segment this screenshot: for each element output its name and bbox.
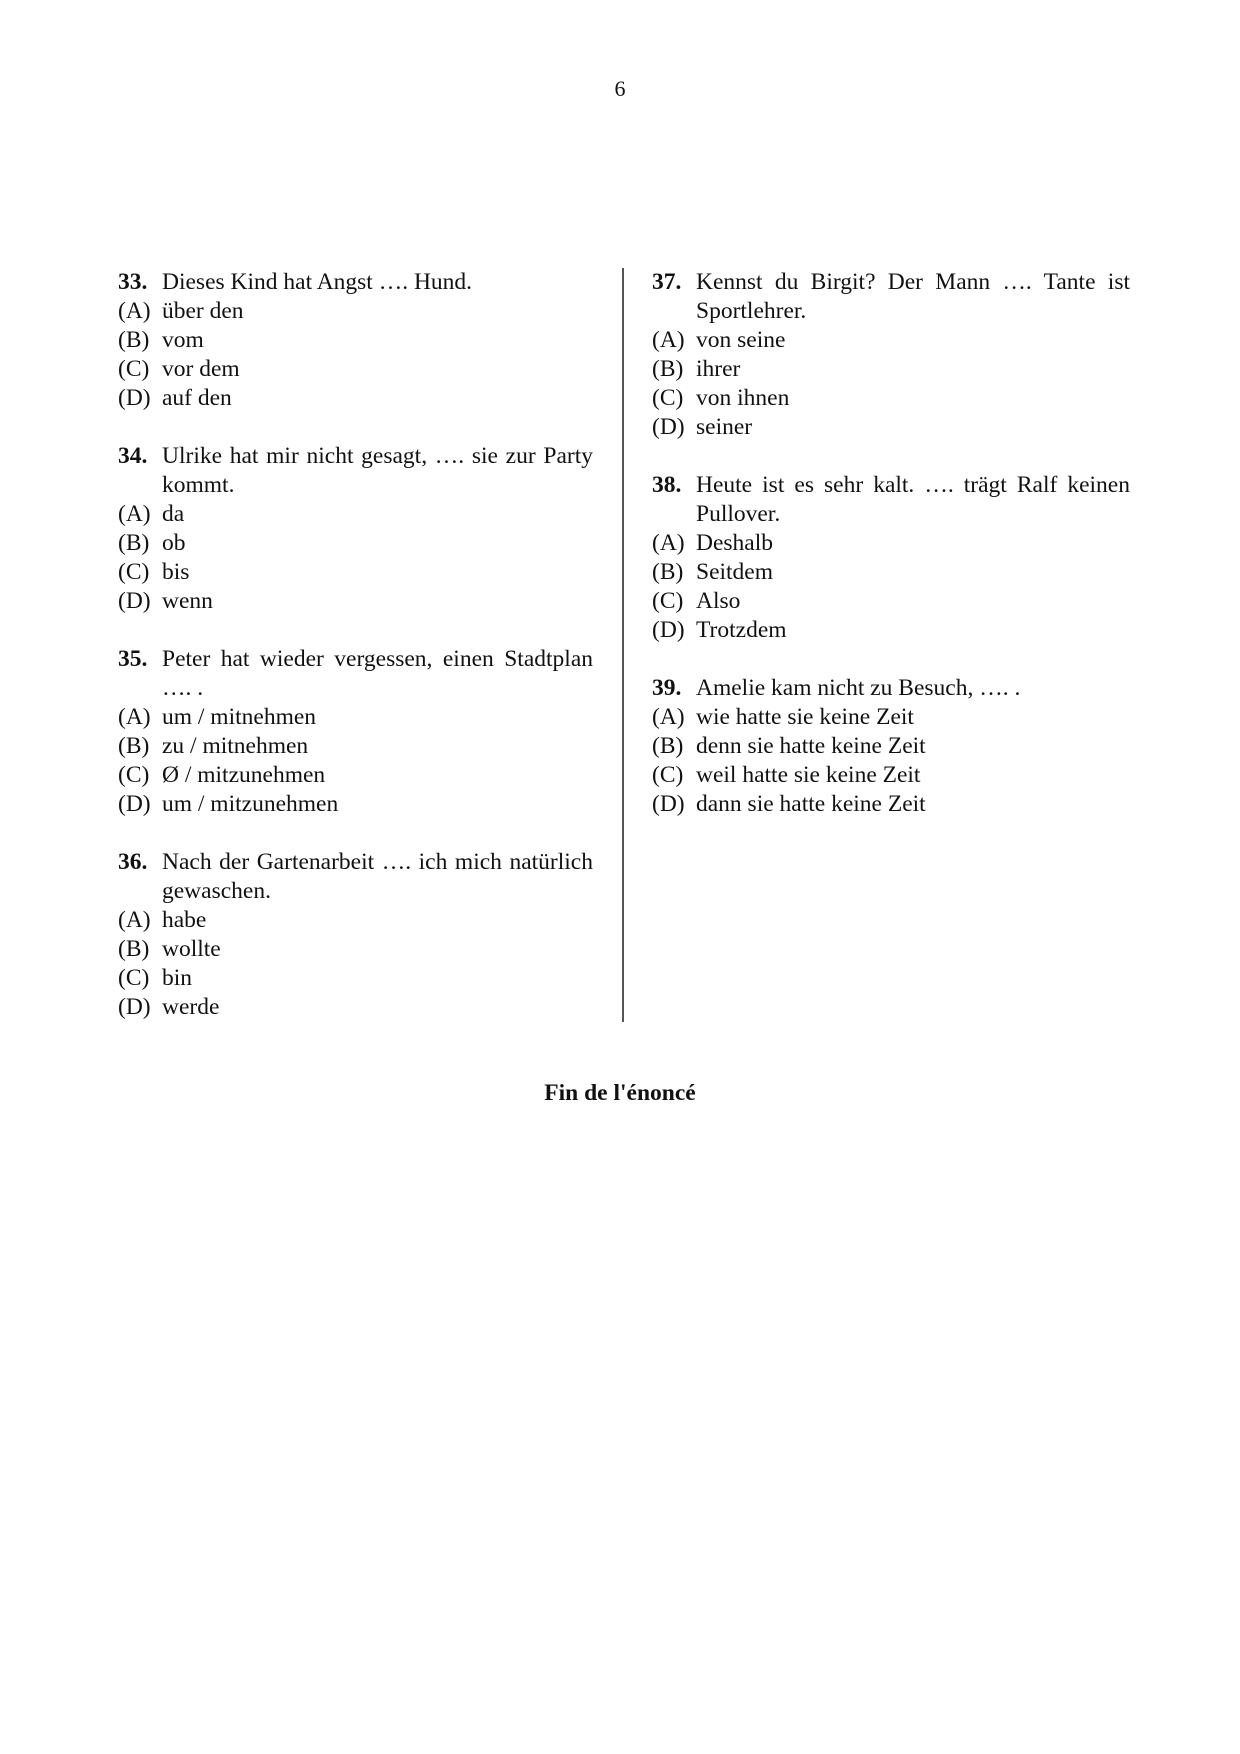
question-text: Kennst du Birgit? Der Mann …. Tante ist Sportlehrer. bbox=[696, 269, 1130, 324]
answer-option bbox=[652, 355, 1130, 384]
option-letter: (C) bbox=[118, 356, 150, 382]
answer-option bbox=[652, 587, 1130, 616]
question-text: Amelie kam nicht zu Besuch, …. . bbox=[696, 675, 1021, 701]
question-number: 36. bbox=[118, 849, 148, 875]
answer-option bbox=[118, 297, 593, 326]
option-text: um / mitzunehmen bbox=[162, 791, 339, 817]
question-stem bbox=[652, 674, 1130, 703]
question-block bbox=[652, 471, 1130, 645]
option-text: vom bbox=[162, 327, 204, 353]
option-letter: (D) bbox=[118, 385, 151, 411]
answer-option bbox=[118, 355, 593, 384]
option-letter: (B) bbox=[118, 936, 150, 962]
answer-option bbox=[652, 703, 1130, 732]
option-text: Seitdem bbox=[696, 559, 774, 585]
option-letter: (C) bbox=[118, 762, 150, 788]
question-stem bbox=[118, 645, 593, 703]
option-letter: (D) bbox=[118, 791, 151, 817]
option-text: denn sie hatte keine Zeit bbox=[696, 733, 926, 759]
option-text: zu / mitnehmen bbox=[162, 733, 309, 759]
option-text: von ihnen bbox=[696, 385, 790, 411]
answer-option bbox=[652, 732, 1130, 761]
question-stem bbox=[652, 268, 1130, 326]
answer-option bbox=[118, 761, 593, 790]
option-letter: (B) bbox=[118, 327, 150, 353]
end-note: Fin de l'énoncé bbox=[544, 1080, 696, 1106]
answer-option bbox=[118, 906, 593, 935]
answer-option bbox=[652, 616, 1130, 645]
page-number: 6 bbox=[614, 76, 626, 101]
option-text: da bbox=[162, 501, 185, 527]
question-number: 37. bbox=[652, 269, 682, 295]
option-text: Trotzdem bbox=[696, 617, 787, 643]
option-letter: (C) bbox=[118, 965, 150, 991]
answer-option bbox=[652, 384, 1130, 413]
option-text: bin bbox=[162, 965, 193, 991]
question-text: Nach der Gartenarbeit …. ich mich natürlich gewaschen. bbox=[162, 849, 593, 904]
answer-option bbox=[652, 790, 1130, 819]
answer-option bbox=[118, 964, 593, 993]
question-text: Peter hat wieder vergessen, einen Stadtplan …. . bbox=[162, 646, 593, 701]
option-text: habe bbox=[162, 907, 207, 933]
answer-option bbox=[118, 384, 593, 413]
option-text: Ø / mitzunehmen bbox=[162, 762, 326, 788]
question-text: Heute ist es sehr kalt. …. trägt Ralf keinen Pullover. bbox=[696, 472, 1130, 527]
option-letter: (C) bbox=[652, 588, 684, 614]
option-letter: (B) bbox=[652, 559, 684, 585]
answer-option bbox=[118, 935, 593, 964]
option-letter: (A) bbox=[652, 704, 685, 730]
option-text: um / mitnehmen bbox=[162, 704, 317, 730]
question-block bbox=[652, 268, 1130, 442]
question-number: 39. bbox=[652, 675, 682, 701]
option-text: dann sie hatte keine Zeit bbox=[696, 791, 926, 817]
answer-option bbox=[652, 529, 1130, 558]
option-text: Also bbox=[696, 588, 741, 614]
question-text: Ulrike hat mir nicht gesagt, …. sie zur Party kommt. bbox=[162, 443, 593, 498]
option-text: auf den bbox=[162, 385, 232, 411]
option-letter: (C) bbox=[652, 762, 684, 788]
question-stem bbox=[652, 471, 1130, 529]
answer-option bbox=[118, 500, 593, 529]
answer-option bbox=[118, 703, 593, 732]
option-text: werde bbox=[162, 994, 220, 1020]
column-divider bbox=[622, 268, 624, 1022]
answer-option bbox=[652, 413, 1130, 442]
answer-option bbox=[652, 558, 1130, 587]
question-block bbox=[118, 268, 593, 413]
question-number: 35. bbox=[118, 646, 148, 672]
question-stem bbox=[118, 848, 593, 906]
answer-option bbox=[118, 587, 593, 616]
option-letter: (A) bbox=[118, 298, 151, 324]
answer-option bbox=[118, 558, 593, 587]
left-column bbox=[118, 268, 593, 1051]
option-text: über den bbox=[162, 298, 244, 324]
option-text: weil hatte sie keine Zeit bbox=[696, 762, 921, 788]
option-letter: (D) bbox=[652, 414, 685, 440]
option-letter: (D) bbox=[652, 791, 685, 817]
option-text: Deshalb bbox=[696, 530, 774, 556]
question-block bbox=[118, 645, 593, 819]
option-letter: (B) bbox=[652, 733, 684, 759]
option-letter: (C) bbox=[652, 385, 684, 411]
option-text: wollte bbox=[162, 936, 221, 962]
option-letter: (B) bbox=[118, 733, 150, 759]
option-letter: (B) bbox=[118, 530, 150, 556]
question-stem bbox=[118, 268, 593, 297]
option-letter: (D) bbox=[652, 617, 685, 643]
option-text: wie hatte sie keine Zeit bbox=[696, 704, 914, 730]
option-letter: (A) bbox=[652, 327, 685, 353]
option-text: seiner bbox=[696, 414, 753, 440]
question-number: 34. bbox=[118, 443, 148, 469]
option-letter: (A) bbox=[118, 907, 151, 933]
answer-option bbox=[118, 993, 593, 1022]
answer-option bbox=[118, 529, 593, 558]
option-letter: (D) bbox=[118, 588, 151, 614]
question-block bbox=[118, 442, 593, 616]
option-text: ob bbox=[162, 530, 186, 556]
option-letter: (B) bbox=[652, 356, 684, 382]
option-letter: (C) bbox=[118, 559, 150, 585]
option-letter: (A) bbox=[118, 704, 151, 730]
question-text: Dieses Kind hat Angst …. Hund. bbox=[162, 269, 473, 295]
option-letter: (A) bbox=[652, 530, 685, 556]
answer-option bbox=[118, 732, 593, 761]
question-number: 33. bbox=[118, 269, 148, 295]
question-block bbox=[118, 848, 593, 1022]
question-block bbox=[652, 674, 1130, 819]
option-letter: (D) bbox=[118, 994, 151, 1020]
option-text: vor dem bbox=[162, 356, 240, 382]
option-text: von seine bbox=[696, 327, 786, 353]
question-number: 38. bbox=[652, 472, 682, 498]
option-text: bis bbox=[162, 559, 190, 585]
answer-option bbox=[652, 326, 1130, 355]
option-text: ihrer bbox=[696, 356, 741, 382]
answer-option bbox=[118, 790, 593, 819]
option-letter: (A) bbox=[118, 501, 151, 527]
answer-option bbox=[652, 761, 1130, 790]
answer-option bbox=[118, 326, 593, 355]
question-stem bbox=[118, 442, 593, 500]
right-column bbox=[652, 268, 1130, 848]
option-text: wenn bbox=[162, 588, 213, 614]
